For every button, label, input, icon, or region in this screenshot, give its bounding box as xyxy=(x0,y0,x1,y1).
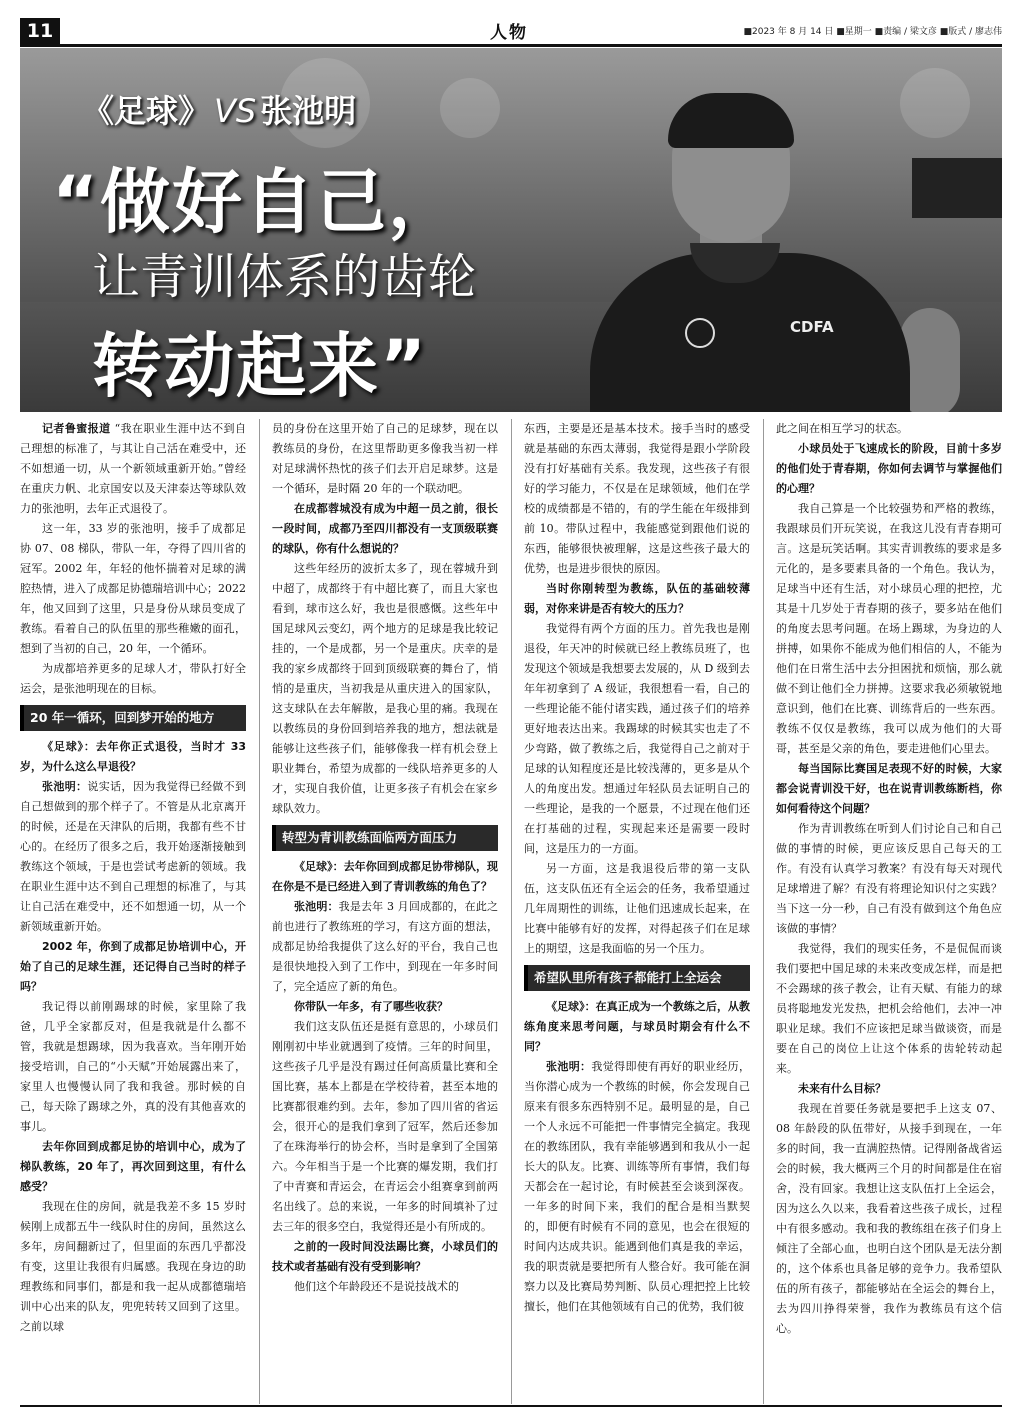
issue-meta: ■2023 年 8 月 14 日 ■星期一 ■责编 / 梁文彦 ■版式 / 廖志伟 xyxy=(743,27,1002,37)
column-divider xyxy=(763,419,764,1404)
kicker-publication: 《足球》 xyxy=(82,92,211,130)
paragraph: 这些年经历的波折太多了，现在蓉城升到中超了，成都终于有中超比赛了，而且大家也看到，球市这么好，我也是很感慨。这些年中国足球风云变幻，两个地方的足球是我比较记挂的，一个是成都，另一个是重庆。庆幸的是我的家乡成都终于回到顶级联赛的舞台了，悄悄的是重庆，当初我是从重庆进入的国家队，这支球队在去年解散，是我心里的痛。我现在以教练员的身份回到培养我的地方，想法就是能够让这些孩子们，能够像我一样有机会登上职业舞台，希望为成都的一线队培养更多的人才，实现自我价值，让更多孩子有机会在家乡球队效力。 xyxy=(272,562,498,815)
paragraph: 这一年，33 岁的张池明，接手了成都足协 07、08 梯队，带队一年，夺得了四川省的冠军。2002 年，年轻的他怀揣着对足球的满腔热情，进入了成都足协德瑞培训中心；2022 年，他又回到了这里，只是身份从球员变成了教练。看着自己的队伍里的那些稚嫩的面孔，想到了当初的自己，20 年，一个循环。 xyxy=(20,522,246,655)
headline-line-3: 转动起来” xyxy=(92,325,429,407)
speaker-label: 张池明： xyxy=(42,780,88,793)
question: 每当国际比赛国足表现不好的时候，大家都会说青训没干好，也在说青训教练断档，你如何看待这个问题？ xyxy=(776,762,1002,815)
question: 2002 年，你到了成都足协培训中心，开始了自己的足球生涯，还记得自己当时的样子吗？ xyxy=(20,940,246,993)
section-subheading: 转型为青训教练面临两方面压力 xyxy=(272,825,498,851)
byline: 记者鲁蜜报道 xyxy=(42,422,111,435)
answer-text: 我觉得即使有再好的职业经历，当你潜心成为一个教练的时候，你会发现自己原来有很多东西特别不足。最明显的是，自己一个人永远不可能把一件事情完全搞定。我现在的教练团队，我有幸能够遇到和我从小一起长大的队友。比赛、训练等所有事情，我们每天都会在一起讨论，有时候甚至会谈到深夜。一年多的时间下来，我们的配合是相当默契的，即便有时候有不同的意见，也会在很短的时间内达成共识。能遇到他们真是我的幸运，我的职责就是要把所有人整合好。我可能在洞察力以及比赛局势判断、队员心理把控上比较擅长，他们在其他领域有自己的优势，我们彼 xyxy=(524,1060,750,1313)
paragraph: 为成都培养更多的足球人才，带队打好全运会，是张池明现在的目标。 xyxy=(20,662,246,695)
question: 《足球》：在真正成为一个教练之后，从教练角度来思考问题，与球员时期会有什么不同？ xyxy=(524,1000,750,1053)
header-rule xyxy=(20,44,1002,47)
paragraph: 我现在住的房间，就是我差不多 15 岁时候刚上成都五牛一线队时住的房间，虽然这么多年，房间翻新过了，但里面的东西几乎都没有变，这里让我很有归属感。我现在身边的助理教练和同事们，都是和我一起从成都德瑞培训中心出来的队友，兜兜转转又回到了这里。之前以球 xyxy=(20,1200,246,1333)
column-3 xyxy=(524,419,750,1404)
speaker-label: 张池明： xyxy=(546,1060,592,1073)
question: 《足球》：去年你正式退役，当时才 33 岁，为什么这么早退役？ xyxy=(20,740,246,773)
paragraph: 他们这个年龄段还不是说技战术的 xyxy=(294,1280,459,1293)
answer-text: 说实话，因为我觉得已经做不到自己想做到的那个样子了。不管是从北京离开的时候，还是在天津队的后期，我都有些不甘心的。在经历了很多之后，我开始逐渐接触到教练这个领域，于是也尝试考虑新的领域。我在职业生涯中达不到自己理想的标准了，与其让自己活在难受中，还不如想通一切，从一个新领域重新开始。 xyxy=(20,780,246,933)
paragraph xyxy=(524,1057,750,1317)
question: 小球员处于飞速成长的阶段，目前十多岁的他们处于青春期，你如何去调节与掌握他们的心理？ xyxy=(776,442,1002,495)
paragraph: 我自己算是一个比较强势和严格的教练，我跟球员们开玩笑说，在我这儿没有青春期可言。这是玩笑话啊。其实青训教练的要求是多元化的，是多要素具备的一个角色。我认为，足球当中还有生活，对小球员心理的把控，尤其是十几岁处于青春期的孩子，要多站在他们的角度去思考问题。在场上踢球，为身边的人拼搏，如果你不能成为他们相信的人，不能为他们在日常生活中去分担困扰和烦恼，那么就做不到让他们全力拼搏。这要求我必须敏锐地意识到，他们在比赛、训练背后的一些东西。教练不仅仅是教练，我可以成为他们的大哥哥，甚至是父亲的角色，要走进他们心里去。 xyxy=(776,502,1002,755)
paragraph: 我们这支队伍还是挺有意思的，小球员们刚刚初中毕业就遇到了疫情。三年的时间里，这些孩子几乎是没有踢过任何高质量比赛和全国比赛，基本上都是在学校待着，甚至本地的比赛都很难约到。去年，参加了四川省的省运会，很开心的是我们拿到了冠军，然后还参加了在珠海举行的协会杯，当时是拿到了全国第六。今年相当于是一个比赛的爆发期，我们打了中青赛和青运会，在青运会小组赛拿到前两名出线了。总的来说，一年多的时间填补了过去三年的很多空白，我觉得还是小有所成的。 xyxy=(272,1020,498,1233)
question: 《足球》：去年你回到成都足协带梯队，现在你是不是已经进入到了青训教练的角色了？ xyxy=(272,860,498,893)
column-divider xyxy=(511,419,512,1404)
page-header xyxy=(20,16,1002,44)
kelme-logo-icon xyxy=(685,318,715,348)
coach-figure xyxy=(560,48,960,412)
question: 在成都蓉城没有成为中超一员之前，很长一段时间，成都乃至四川都没有一支顶级联赛的球队，你有什么想说的？ xyxy=(272,502,498,555)
column-4 xyxy=(776,419,1002,1404)
paragraph: 另一方面，这是我退役后带的第一支队伍，这支队伍还有全运会的任务，我希望通过几年周期性的训练，让他们迅速成长起来，在比赛中能够有好的发挥，对得起孩子们在足球上的期望，这是我面临的另一个压力。 xyxy=(524,862,750,955)
headline-line-2: 让青训体系的齿轮 xyxy=(92,249,477,305)
paragraph: 东西，主要是还是基本技术。接手当时的感受就是基础的东西太薄弱，我觉得是跟小学阶段没有打好基础有关系。我发现，这些孩子有很好的学习能力，不仅是在足球领域，他们在学校的成绩都是不错的，有的学生能在年级排到前 10。带队过程中，我能感觉到跟他们说的东西，能够很快被理解，这是这些孩子最大的优势，也是进步很快的原因。 xyxy=(524,422,750,575)
paragraph: 我觉得，我们的现实任务，不是侃侃而谈我们要把中国足球的未来改变成怎样，而是把不会踢球的孩子教会，让有天赋、有能力的球员将聪地发光发热，把机会给他们，去冲一冲职业足球。我们不应该把足球当做谈资，而是要在自己的岗位上让这个体系的齿轮转动起来。 xyxy=(776,942,1002,1075)
paragraph: 员的身份在这里开始了自己的足球梦，现在以教练员的身份，在这里帮助更多像我当初一样对足球满怀热忱的孩子们去开启足球梦。这是一个循环，是时隔 20 年的一个联动吧。 xyxy=(272,422,498,495)
question: 你带队一年多，有了哪些收获？ xyxy=(294,1000,448,1013)
kicker-vs: VS xyxy=(214,92,257,130)
answer-text: 我是去年 3 月回成都的，在此之前也进行了教练班的学习，有这方面的想法，成都足协给我提供了这么好的平台，我自己也是很快地投入到了工作中，到现在一年多时间了，完全适应了新的角色。 xyxy=(272,900,498,993)
paragraph xyxy=(20,419,246,519)
section-name: 人物 xyxy=(490,23,528,43)
hair xyxy=(668,93,794,148)
paragraph: 我觉得有两个方面的压力。首先我也是刚退役，年天冲的时候就已经上教练员班了，也发现这个领域是我想要去发展的，从 D 级到去年年初拿到了 A 级证，我很想看一看，自己的一些理论能不能付诸实践，通过孩子们的培养更好地表达出来。我踢球的时候其实也走了不少弯路，做了教练之后，我觉得自己之前对于足球的认知程度还是比较浅薄的，更多是从个人的角度出发。想通过年轻队员去证明自己的一些理论，是我的一个愿景，不过现在他们还在打基础的过程，实现起来还是需要一段时间，这是压力的一方面。 xyxy=(524,622,750,855)
article-body xyxy=(20,419,1002,1404)
shirt-logo: CDFA xyxy=(790,318,834,336)
headline-kicker xyxy=(82,86,356,132)
hero-photo xyxy=(20,48,1002,412)
paragraph: 此之间在相互学习的状态。 xyxy=(776,422,908,435)
section-subheading: 希望队里所有孩子都能打上全运会 xyxy=(524,965,750,991)
paragraph: 我记得以前刚踢球的时候，家里除了我爸，几乎全家都反对，但是我就是什么都不管，我就是想踢球，因为我喜欢。当年刚开始接受培训，自己的“小天赋”开始展露出来了，家里人也慢慢认同了我和我爸。那时候的自己，每天除了踢球之外，真的没有其他喜欢的事儿。 xyxy=(20,1000,246,1133)
paragraph xyxy=(272,897,498,997)
column-1 xyxy=(20,419,246,1404)
kicker-name: 张池明 xyxy=(260,92,357,130)
question: 未来有什么目标？ xyxy=(798,1082,886,1095)
bokeh-light xyxy=(440,78,500,138)
paragraph: 作为青训教练在听到人们讨论自己和自己做的事情的时候，更应该反思自己每天的工作。有没有认真学习教案？有没有每天对现代足球增进了解？有没有将理论知识付之实践？当下这一分一秒，自己有没有做到这个角色应该做的事情？ xyxy=(776,822,1002,935)
column-divider xyxy=(259,419,260,1404)
paragraph: 我现在首要任务就是要把手上这支 07、08 年龄段的队伍带好，从接手到现在，一年多的时间，我一直满腔热情。记得刚备战省运会的时候，我大概两三个月的时间都是住在宿舍，没有回家。我想让这支队伍打上全运会，因为这么久以来，我看着这些孩子成长，过程中有很多感动。我和我的教练组在孩子们身上倾注了全部心血，也明白这个团队是无法分割的，这个体系也具备足够的竞争力。我希望队伍的所有孩子，都能够站在全运会的舞台上，去为四川挣得荣誉，我作为教练员有这个信心。 xyxy=(776,1102,1002,1335)
speaker-label: 张池明： xyxy=(294,900,339,913)
column-2 xyxy=(272,419,498,1404)
question: 之前的一段时间没法踢比赛，小球员们的技术或者基础有没有受到影响？ xyxy=(272,1240,498,1273)
paragraph-text: “我在职业生涯中达不到自己理想的标准了，与其让自己活在难受中，还不如想通一切，从一个新领域重新开始。”曾经在重庆力帆、北京国安以及天津泰达等球队效力的张池明，去年正式退役了。 xyxy=(20,422,246,515)
headline-line-1: “做好自己， xyxy=(52,161,461,243)
question: 当时你刚转型为教练，队伍的基础较薄弱，对你来讲是否有较大的压力？ xyxy=(524,582,750,615)
question: 去年你回到成都足协的培训中心，成为了梯队教练，20 年了，再次回到这里，有什么感受？ xyxy=(20,1140,246,1193)
paragraph xyxy=(20,777,246,937)
section-subheading: 20 年一循环，回到梦开始的地方 xyxy=(20,705,246,731)
footer-rule xyxy=(20,1405,1002,1407)
page-number: 11 xyxy=(20,18,60,44)
